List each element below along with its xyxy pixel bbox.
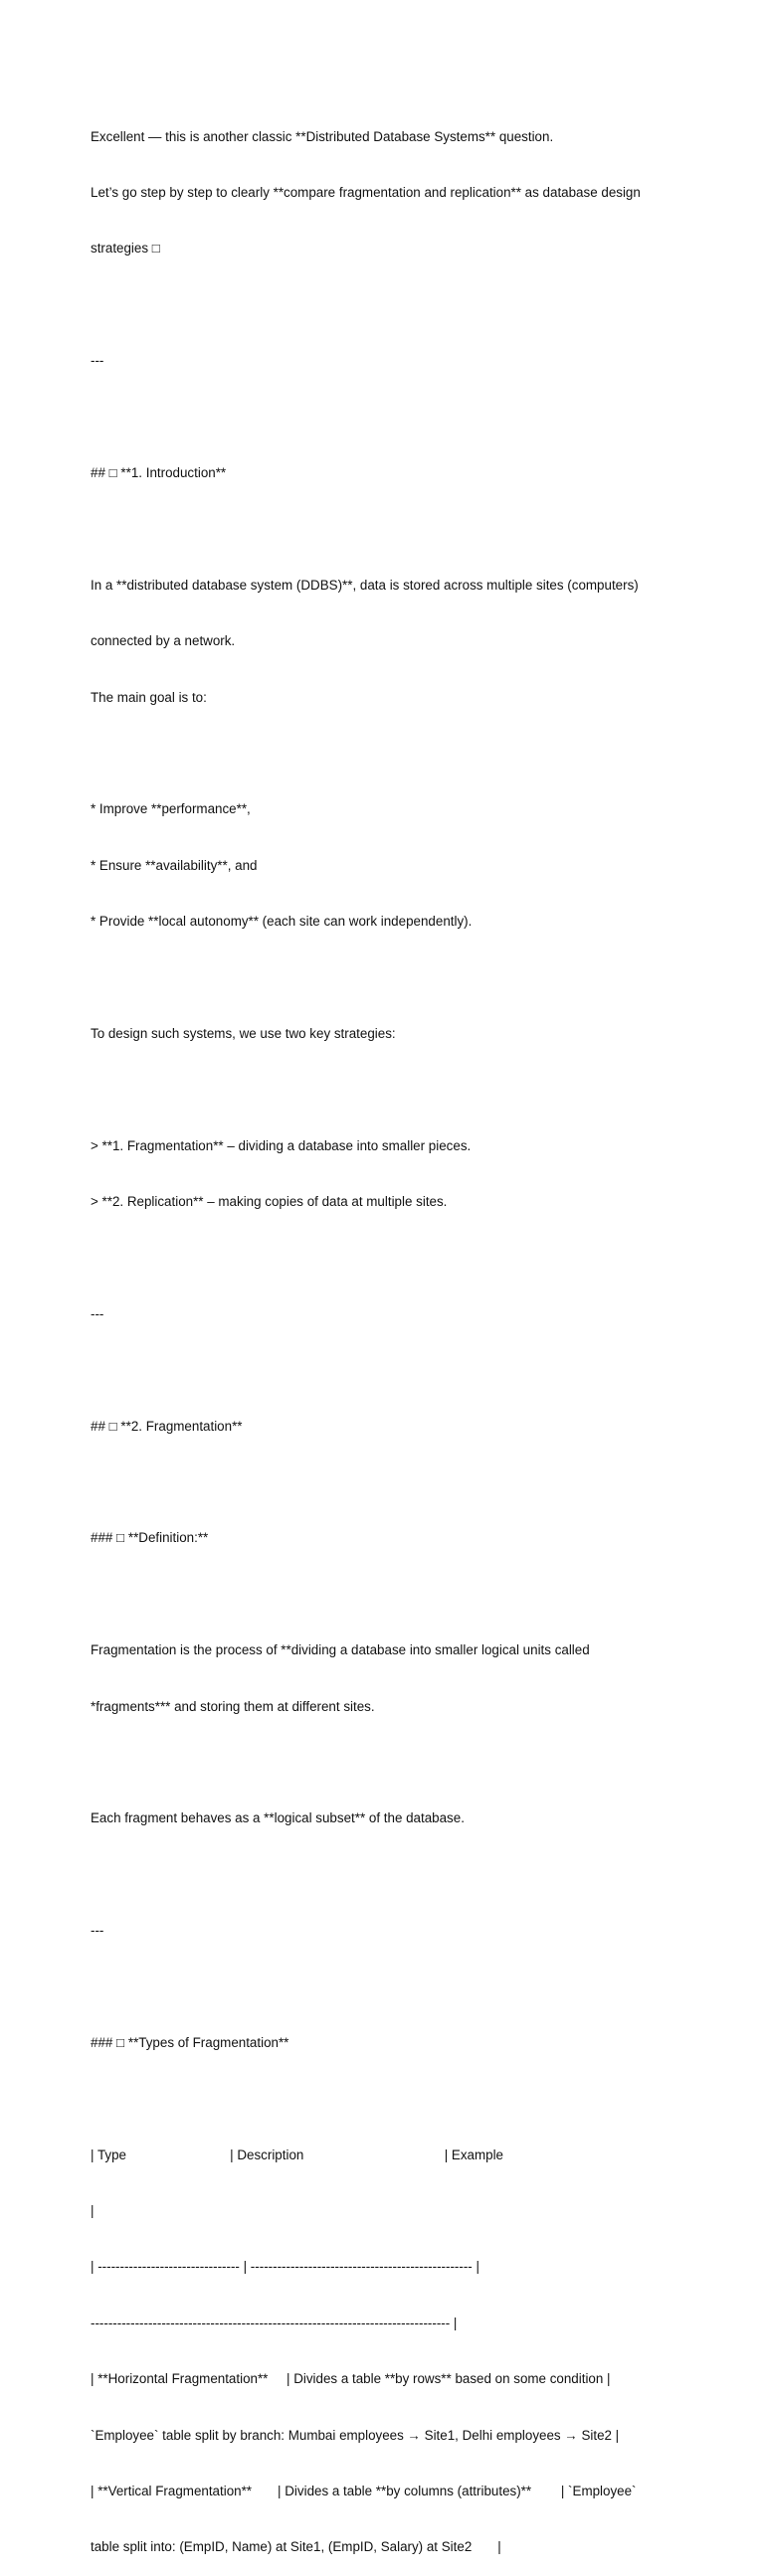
table-header-line: | Type | Description | Example xyxy=(91,2147,504,2162)
blank-line xyxy=(91,1977,687,1996)
bullet-item: * Improve **performance**, xyxy=(91,801,251,817)
table-row-line: `Employee` table split by branch: Mumbai employees → Site1, Delhi employees → Site2 | xyxy=(91,2427,620,2443)
blank-line xyxy=(91,1249,687,1268)
horizontal-rule-text: --- xyxy=(91,1305,104,1321)
quote-line: > **2. Replication** – making copies of data at multiple sites. xyxy=(91,1194,448,1210)
text-line: connected by a network. xyxy=(91,633,236,649)
blank-line xyxy=(91,968,687,987)
text-line: In a **distributed database system (DDBS)**, data is stored across multiple sites (computers) xyxy=(91,577,639,593)
text-line: *fragments*** and storing them at different sites. xyxy=(91,1698,375,1714)
blank-line xyxy=(91,1866,687,1885)
blank-line xyxy=(91,2090,687,2109)
section-heading: ## □ **1. Introduction** xyxy=(91,464,227,480)
text-line: strategies □ xyxy=(91,241,160,257)
blank-line xyxy=(91,1081,687,1100)
subsection-heading: ### □ **Types of Fragmentation** xyxy=(91,2034,289,2050)
table-line: | xyxy=(91,2203,95,2219)
table-row-line: table split into: (EmpID, Name) at Site1, (EmpID, Salary) at Site2 | xyxy=(91,2539,501,2555)
blank-line xyxy=(91,1586,687,1605)
blank-line xyxy=(91,409,687,428)
text-line: Fragmentation is the process of **dividing a database into smaller logical units called xyxy=(91,1642,590,1658)
text-line: Each fragment behaves as a **logical subset** of the database. xyxy=(91,1810,465,1826)
document-page xyxy=(91,90,687,2576)
text-line: Let’s go step by step to clearly **compare fragmentation and replication** as database design xyxy=(91,184,641,200)
table-separator-line: --------------------------------------------------------------------------------- | xyxy=(91,2315,458,2330)
bullet-item: * Ensure **availability**, and xyxy=(91,857,258,873)
quote-line: > **1. Fragmentation** – dividing a database into smaller pieces. xyxy=(91,1137,472,1153)
table-separator-line: | -------------------------------- | -------------------------------------------------- | xyxy=(91,2259,479,2275)
subsection-heading: ### □ **Definition:** xyxy=(91,1530,209,1546)
blank-line xyxy=(91,1473,687,1492)
blank-line xyxy=(91,296,687,315)
text-line: The main goal is to: xyxy=(91,689,207,705)
blank-line xyxy=(91,520,687,539)
horizontal-rule-text: --- xyxy=(91,353,104,369)
text-line: To design such systems, we use two key strategies: xyxy=(91,1025,396,1041)
blank-line xyxy=(91,1754,687,1773)
blank-line xyxy=(91,1361,687,1380)
table-row-line: | **Horizontal Fragmentation** | Divides a table **by rows** based on some condition | xyxy=(91,2371,611,2387)
blank-line xyxy=(91,745,687,764)
bullet-item: * Provide **local autonomy** (each site can work independently). xyxy=(91,914,473,930)
text-line: Excellent — this is another classic **Distributed Database Systems** question. xyxy=(91,128,554,144)
horizontal-rule-text: --- xyxy=(91,1923,104,1939)
table-row-line: | **Vertical Fragmentation** | Divides a table **by columns (attributes)** | `Employee` xyxy=(91,2484,637,2498)
section-heading: ## □ **2. Fragmentation** xyxy=(91,1418,243,1434)
